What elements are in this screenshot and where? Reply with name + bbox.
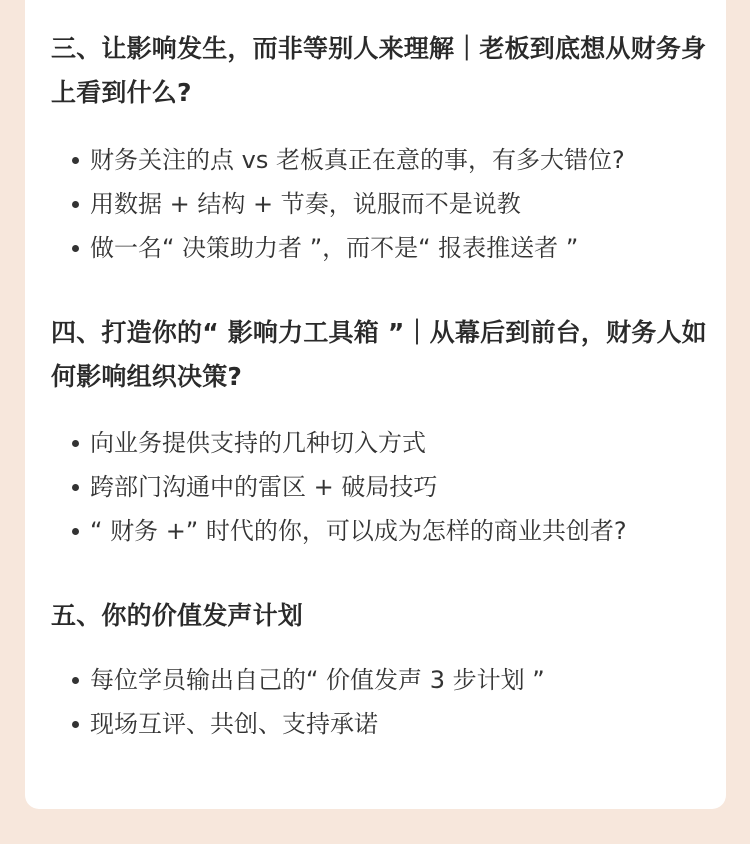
- list-item: [51, 138, 711, 182]
- list-item: [51, 421, 711, 465]
- section-title: 四、打造你的“ 影响力工具箱 ”｜从幕后到前台，财务人如何影响组织决策?: [51, 318, 707, 391]
- list-item: [51, 226, 711, 270]
- list-item: [51, 702, 711, 746]
- bullet-dot-icon: [72, 484, 79, 491]
- bullet-dot-icon: [72, 528, 79, 535]
- content-card: [25, 0, 726, 809]
- bullet-dot-icon: [72, 677, 79, 684]
- list-item-text: 做一名“ 决策助力者 ”，而不是“ 报表推送者 ”: [90, 234, 579, 262]
- list-item: [51, 509, 711, 553]
- list-item-text: 财务关注的点 vs 老板真正在意的事，有多大错位?: [90, 146, 625, 174]
- section-five: [51, 594, 711, 746]
- section-title: 五、你的价值发声计划: [51, 601, 304, 630]
- list-item-text: 现场互评、共创、支持承诺: [90, 710, 378, 738]
- list-item-text: 每位学员输出自己的“ 价值发声 3 步计划 ”: [90, 666, 545, 694]
- bullet-dot-icon: [72, 157, 79, 164]
- list-item-text: “ 财务 +” 时代的你，可以成为怎样的商业共创者?: [90, 517, 627, 545]
- bullet-dot-icon: [72, 201, 79, 208]
- list-item: [51, 182, 711, 226]
- list-item-text: 用数据 + 结构 + 节奏，说服而不是说教: [90, 190, 521, 218]
- list-item-text: 跨部门沟通中的雷区 + 破局技巧: [90, 473, 438, 501]
- list-item-text: 向业务提供支持的几种切入方式: [90, 429, 426, 457]
- section-three: [51, 27, 711, 270]
- bullet-dot-icon: [72, 721, 79, 728]
- list-item: [51, 658, 711, 702]
- section-four: [51, 311, 711, 553]
- bullet-list: [51, 658, 711, 746]
- bullet-list: [51, 138, 711, 270]
- bullet-dot-icon: [72, 440, 79, 447]
- bullet-dot-icon: [72, 245, 79, 252]
- bullet-list: [51, 421, 711, 553]
- section-title: 三、让影响发生，而非等别人来理解｜老板到底想从财务身上看到什么?: [51, 34, 707, 107]
- list-item: [51, 465, 711, 509]
